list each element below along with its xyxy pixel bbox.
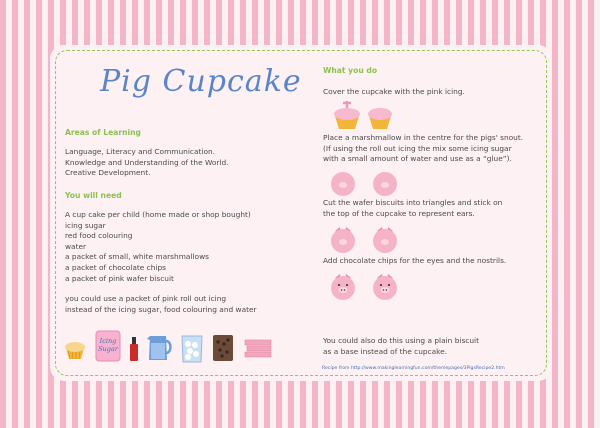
marshmallows-bag-icon: [180, 333, 204, 363]
areas-heading: Areas of Learning: [65, 128, 141, 137]
step-4: Add chocolate chips for the eyes and the nostrils.: [323, 256, 507, 265]
step-3-line: Cut the wafer biscuits into triangles and stick on: [323, 198, 503, 207]
step-2-line: (If using the roll out icing the mix some icing sugar: [323, 143, 512, 153]
step-3: [323, 198, 502, 219]
ingredient-item: water: [65, 241, 87, 251]
ingredient-item: red food colouring: [65, 231, 133, 241]
wafer-biscuits-icon: [244, 338, 272, 360]
step-2: [323, 133, 523, 165]
step-5-line: as a base instead of the cupcake.: [323, 346, 448, 356]
iced-cupcakes-icon: [333, 101, 393, 131]
areas-list: [65, 147, 229, 179]
step-5-line: You could also do this using a plain biscuit: [323, 336, 479, 345]
alternative-note: [65, 294, 257, 315]
pig-face-cupcakes-icon: [330, 273, 402, 301]
areas-line: Creative Development.: [65, 168, 151, 178]
step-2-line: with a small amount of water and use as a “glue”).: [323, 154, 512, 164]
step-3-line: the top of the cupcake to represent ears.: [323, 208, 475, 218]
areas-line: Language, Literacy and Communication.: [65, 147, 215, 156]
chocolate-chips-bag-icon: [212, 334, 234, 362]
water-jug-icon: [146, 333, 172, 363]
step-2-line: Place a marshmallow in the centre for the pigs' snout.: [323, 133, 524, 142]
alternative-line: instead of the icing sugar, food colouring and water: [65, 304, 257, 314]
recipe-credit-link[interactable]: Recipe from http://www.makinglearningfun.com/themepages/3PigsRecipe2.htm: [322, 366, 505, 371]
icing-sugar-box-icon: [95, 330, 121, 362]
ears-cupcakes-icon: [330, 226, 402, 254]
ingredient-item: a packet of pink wafer biscuit: [65, 273, 174, 283]
icing-label-line: Sugar: [98, 345, 118, 353]
ingredient-item: a packet of small, white marshmallows: [65, 252, 209, 262]
ingredient-item: icing sugar: [65, 220, 106, 230]
areas-line: Knowledge and Understanding of the World.: [65, 157, 229, 167]
cupcake-icon: [64, 338, 86, 360]
ingredients-list: [65, 210, 251, 284]
ingredient-item: a packet of chocolate chips: [65, 262, 167, 272]
food-colouring-bottle-icon: [129, 336, 139, 362]
need-heading: You will need: [65, 191, 122, 200]
method-heading: What you do: [323, 66, 378, 75]
step-1: Cover the cupcake with the pink icing.: [323, 87, 465, 96]
alternative-line: you could use a packet of pink roll out icing: [65, 294, 227, 303]
step-5: [323, 336, 479, 357]
ingredient-item: A cup cake per child (home made or shop bought): [65, 210, 251, 219]
marshmallow-snout-cupcakes-icon: [330, 171, 402, 197]
page-title: Pig Cupcake: [100, 64, 302, 99]
icing-label-line: Icing: [99, 337, 117, 345]
